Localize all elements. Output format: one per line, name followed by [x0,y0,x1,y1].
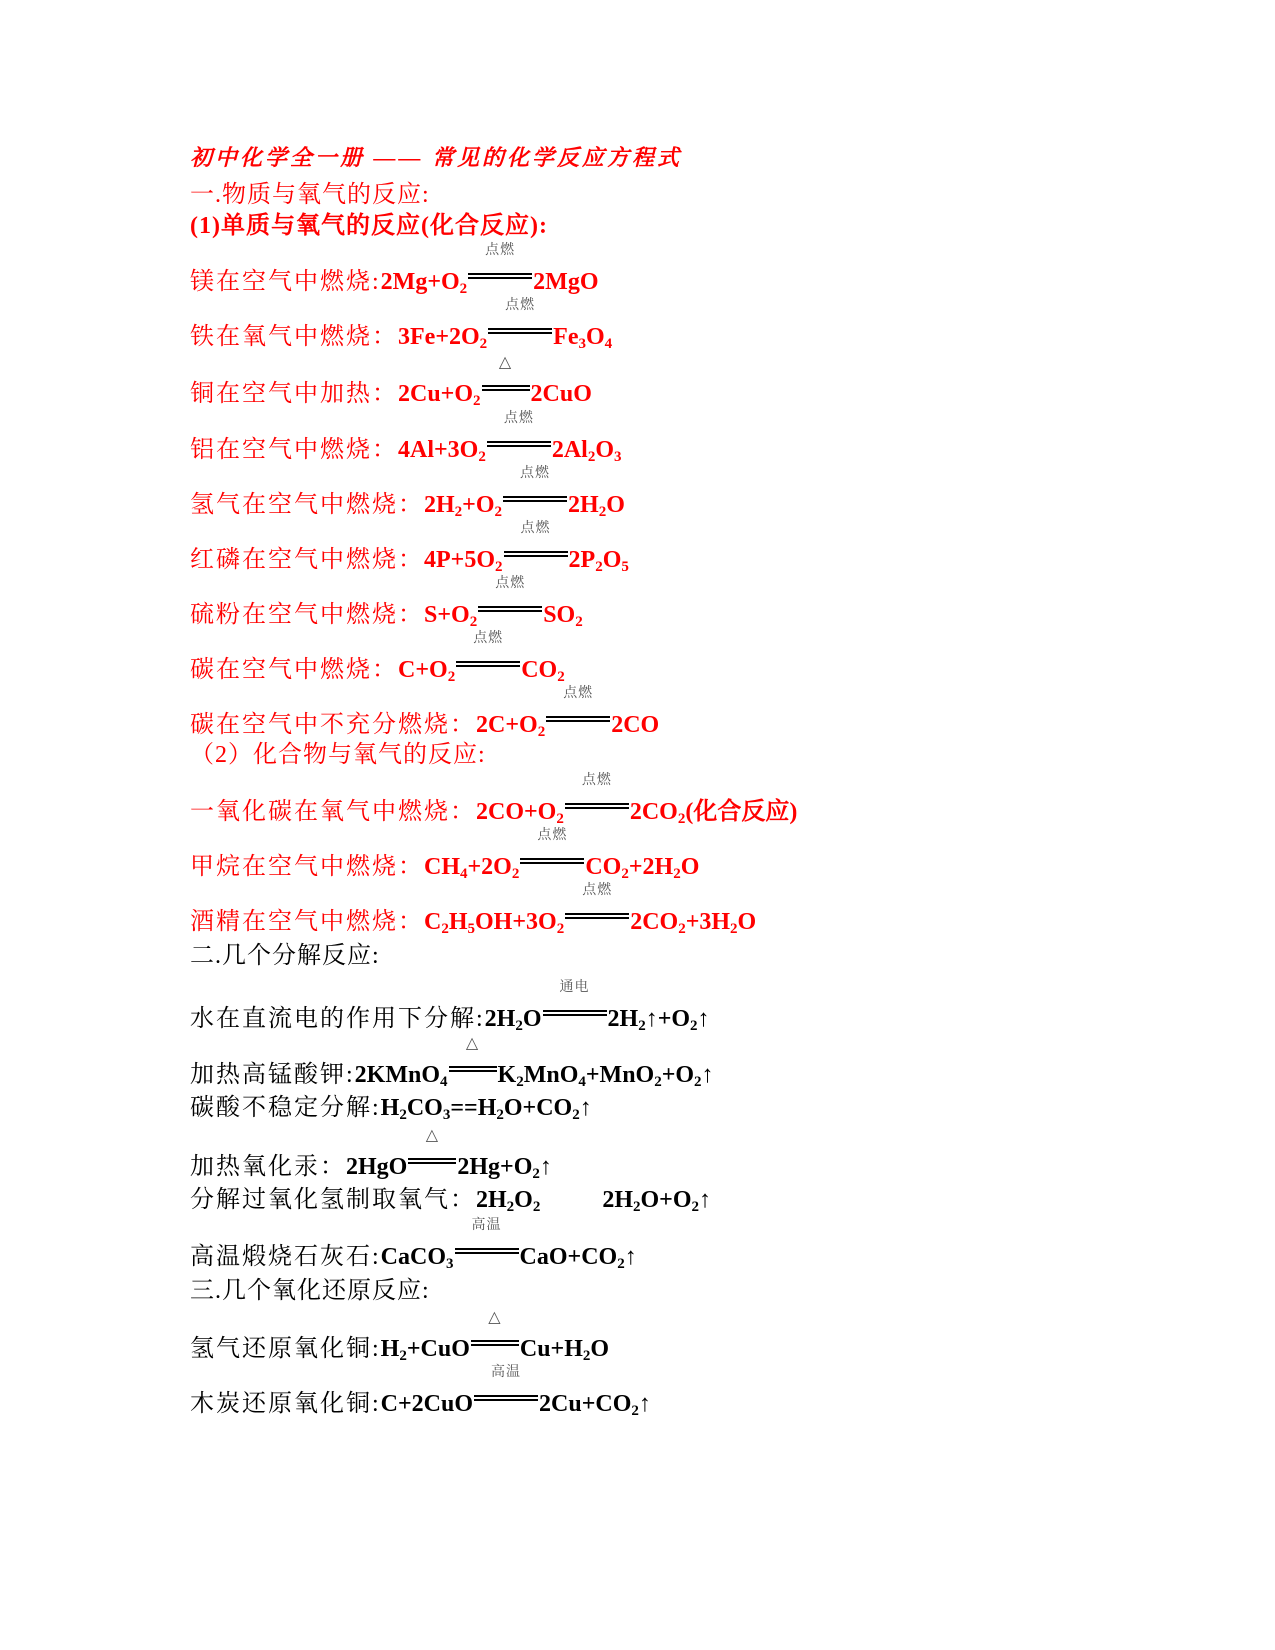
products: 2CuO [530,381,592,407]
equation-h2co3-decomposition [190,1093,592,1123]
reaction-condition [488,298,552,344]
subsection-heading-1 [190,211,548,241]
reaction-condition [482,354,530,401]
reactants: $2Cu+O_2$ [398,381,481,409]
reaction-condition [520,828,584,874]
reaction-condition [408,1127,456,1174]
reaction-condition [449,1035,497,1082]
condition-text: 点燃 [582,883,613,898]
reaction-condition [456,631,520,677]
reactants: $C+O_2$ [398,657,456,685]
equals-sign [482,385,530,391]
equation-h2-combustion [190,466,625,520]
reactants: CaCO$_3$ [380,1244,454,1272]
products: $Cu+H_2O$ [519,1336,610,1364]
equation-label: 高温煅烧石灰石: [190,1244,381,1270]
condition-text: △ [425,1127,439,1144]
reactants: $2Mg+O_2$ [380,269,468,297]
equation-label: 铝在空气中燃烧： [190,437,398,463]
equals-sign [520,858,584,864]
reaction-condition [565,883,629,929]
equation-cu-heating [190,354,592,409]
equation-caco3-calcination [190,1218,637,1272]
equation-label: 铜在空气中加热： [190,381,398,407]
reactants: $CH_4+2O_2$ [424,854,520,882]
equation-label: 水在直流电的作用下分解: [190,1006,485,1032]
products: $2Al_2O_3$ [551,437,622,465]
condition-text: 点燃 [520,466,551,481]
reactants: $4P+5O_2$ [424,547,503,575]
equals-sign [546,716,610,722]
equation-ch4-combustion [190,828,700,882]
reactants: $3Fe+2O_2$ [398,324,488,352]
equation-label: 氢气在空气中燃烧： [190,492,424,518]
equals-sign [504,551,568,557]
section-heading-2: 二.几个分解反应: [190,943,380,969]
reactants: $2H_2+O_2$ [424,492,503,520]
condition-text: 高温 [471,1218,502,1233]
equation-mg-combustion [190,243,599,297]
equation-label: 木炭还原氧化铜: [190,1391,381,1417]
equation-h2o2-decomposition [190,1185,711,1215]
page-title: 初中化学全一册 —— 常见的化学反应方程式 [190,145,683,170]
reaction-condition [543,980,607,1026]
equals-sign [408,1158,456,1164]
equation-p-combustion [190,521,629,575]
reactants: $2CO+O_2$ [476,799,564,827]
section-heading-3: 三.几个氧化还原反应: [190,1278,430,1304]
reaction-condition [487,411,551,457]
equals-sign [488,328,552,334]
condition-text: 点燃 [485,243,516,258]
equation-body: $H_2CO_3==H_2O+CO_2↑$ [380,1095,592,1123]
products: $2Hg+O_2↑$ [457,1154,552,1182]
reactants: $4Al+3O_2$ [398,437,486,465]
equals-sign [468,273,532,279]
equation-label: 氢气还原氧化铜: [190,1336,381,1362]
equation-label: 加热氧化汞： [190,1154,346,1180]
equals-sign [478,606,542,612]
subsection-heading-2: （2）化合物与氧气的反应: [190,742,486,768]
equation-label: 碳在空气中燃烧： [190,657,398,683]
products: $SO_2$ [543,602,583,630]
reaction-condition [474,1365,538,1411]
section-heading-1: 一.物质与氧气的反应: [190,182,430,208]
equals-sign [565,913,629,919]
equals-sign [455,1248,519,1254]
products: 2CO [611,712,660,738]
condition-text: 点燃 [505,298,536,313]
reaction-type-note: (化合反应) [685,799,798,825]
condition-text: 点燃 [495,576,526,591]
condition-text: △ [498,354,513,371]
reactants: 2KMnO$_4$ [354,1062,448,1090]
equation-fe-combustion [190,298,613,352]
equals-sign [471,1340,519,1346]
products: $2H_2O+O_2↑$ [602,1187,712,1215]
equals-sign [456,661,520,667]
equation-c-incomplete-combustion [190,686,660,740]
reaction-condition [503,466,567,512]
equation-label: 加热高锰酸钾: [190,1062,355,1088]
equation-label: 铁在氧气中燃烧： [190,324,398,350]
condition-text: 点燃 [563,686,594,701]
subsection-heading-1-text: (1)单质与氧气的反应(化合反应): [190,213,548,239]
products: $K_2MnO_4+MnO_2+O_2↑$ [497,1062,714,1090]
products: $CaO+CO_2↑$ [519,1244,637,1272]
equals-sign [487,441,551,447]
equation-h2-reduces-cuo [190,1309,610,1364]
equation-al-combustion [190,411,622,465]
condition-text: △ [465,1035,480,1052]
condition-text: 点燃 [581,773,612,788]
reactants: $H_2+CuO$ [380,1336,470,1364]
equals-sign [543,1010,607,1016]
products: $CO_2$ [521,657,565,685]
equation-water-electrolysis [190,980,710,1034]
reactants: $2C+O_2$ [476,712,546,740]
equation-co-combustion [190,773,798,827]
equation-c-reduces-cuo [190,1365,651,1419]
products: $2Cu+CO_2↑$ [539,1391,651,1419]
equation-c-combustion [190,631,565,685]
reactants: $C_2H_5OH+3O_2$ [424,909,565,937]
equation-label: 甲烷在空气中燃烧： [190,854,424,880]
reaction-condition [471,1309,519,1356]
products: $2CO_2$ [629,799,686,827]
equation-label: 分解过氧化氢制取氧气： [190,1187,476,1213]
equation-label: 碳在空气中不充分燃烧： [190,712,476,738]
reactants: C+2CuO [380,1391,474,1417]
equals-sign [474,1395,538,1401]
equation-s-combustion [190,576,583,630]
condition-text: 点燃 [473,631,504,646]
condition-text: △ [488,1309,502,1326]
products: $Fe_3O_4$ [553,324,613,352]
equation-ethanol-combustion [190,883,757,937]
reactants: $2H_2O_2$ [476,1187,541,1215]
equation-hgo-decomposition [190,1127,552,1182]
equation-label: 镁在空气中燃烧: [190,269,381,295]
reactants: $2H_2O$ [484,1006,542,1034]
reaction-condition [565,773,629,819]
condition-text: 通电 [559,980,590,995]
equals-sign [449,1066,497,1072]
equals-sign [503,496,567,502]
products: $2CO_2+3H_2O$ [630,909,757,937]
condition-text: 高温 [491,1365,522,1380]
equation-label: 酒精在空气中燃烧： [190,909,424,935]
reaction-condition [478,576,542,622]
products: $2H_2↑+O_2↑$ [607,1006,710,1034]
reactants: $S+O_2$ [424,602,478,630]
reaction-condition [504,521,568,567]
products: $2P_2O_5$ [568,547,629,575]
equation-label: 硫粉在空气中燃烧： [190,602,424,628]
condition-text: 点燃 [537,828,568,843]
equation-label: 红磷在空气中燃烧： [190,547,424,573]
reaction-condition [468,243,532,289]
products: $2H_2O$ [568,492,625,520]
products: $CO_2+2H_2O$ [585,854,700,882]
condition-text: 点燃 [503,411,534,426]
reaction-condition [546,686,610,732]
condition-text: 点燃 [520,521,551,536]
equation-kmno4-decomposition [190,1035,714,1090]
equation-label: 一氧化碳在氧气中燃烧： [190,799,476,825]
reaction-condition [455,1218,519,1264]
reactants: 2HgO [346,1154,408,1180]
products: 2MgO [533,269,599,295]
equals-sign [565,803,629,809]
equation-label: 碳酸不稳定分解: [190,1095,381,1121]
